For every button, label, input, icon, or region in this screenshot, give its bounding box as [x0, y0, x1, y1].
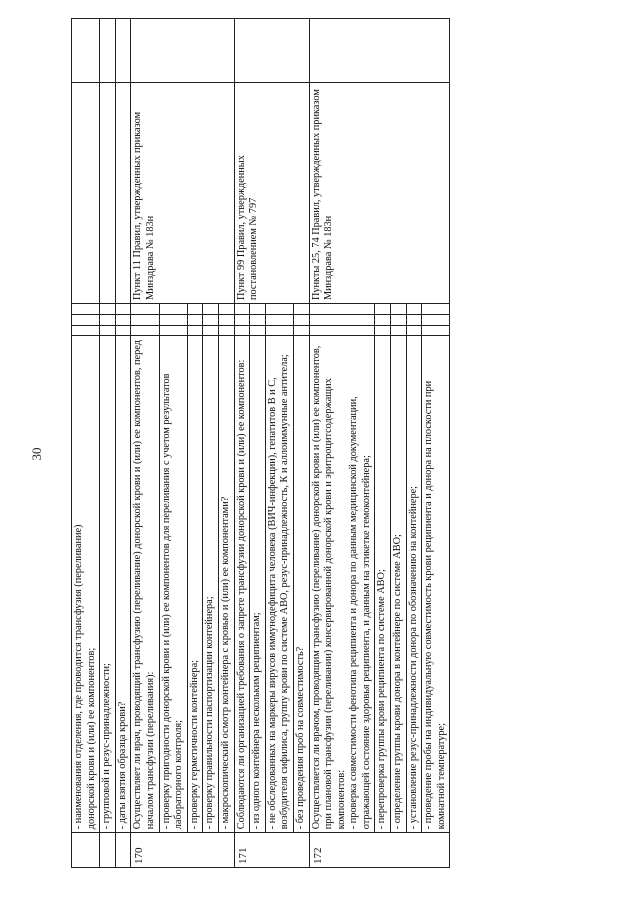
question-cell: - проверку герметичности контейнера; [187, 336, 203, 833]
question-cell: Соблюдаются ли организацией требования о запрете трансфузии донорской крови и (или) ее компонентов: [234, 336, 250, 833]
table-row [131, 19, 159, 868]
page-number: 30 [29, 447, 44, 461]
question-cell: - не обследованных на маркеры вирусов иммунодефицита человека (ВИЧ-инфекции), гепатитов В и С, возбудителя сифилиса, группу крови по системе АВО, резус-принадлежность, К и аллоиммунные антитела; [265, 336, 293, 833]
question-cell: - проверку пригодности донорской крови и (или) ее компонентов для переливания с учетом результатов лабораторного контроля; [159, 336, 187, 833]
row-number: 171 [234, 833, 309, 868]
question-cell: - проверку правильности паспортизации контейнера; [203, 336, 219, 833]
reference-cell: Пункты 25, 74 Правил, утвержденных приказом Минздрава № 183н [309, 82, 450, 304]
question-cell: - макроскопический осмотр контейнера с кровью и (или) ее компонентами? [218, 336, 234, 833]
question-cell: - установление резус-принадлежности донора по обозначению на контейнере; [406, 336, 422, 833]
question-cell: Осуществляется ли врачом, проводящим трансфузию (переливание) донорской крови и (или) ее компонентов, при плановой трансфузии (переливании) консервированной донорской крови и эритроцитсодержащих компонентов: - проверка совместимости фенотипа реципиента и донора по данным медицинской документации, отражающей состояние здоровья реципиента, и данным на этикетке гемоконтейнера; [309, 336, 375, 833]
question-cell: - перепроверка группы крови реципиента по системе АВО; [375, 336, 391, 833]
question-cell: - даты взятия образца крови? [115, 336, 131, 833]
checklist-sheet [71, 18, 563, 868]
question-cell: - проведение пробы на индивидуальную совместимость крови реципиента и донора на плоскости при комнатной температуре; [422, 336, 450, 833]
row-number: 172 [309, 833, 450, 868]
question-cell: - групповой и резус-принадлежности; [100, 336, 116, 833]
reference-cell: Пункт 11 Правил, утвержденных приказом Минздрава № 183н [131, 82, 234, 304]
table-row [72, 19, 100, 868]
reference-cell: Пункт 99 Правил, утвержденных постановлением № 797 [234, 82, 309, 304]
question-cell: - наименования отделения, где проводится трансфузия (переливание) донорской крови и (или) ее компонентов; [72, 336, 100, 833]
table-row [309, 19, 375, 868]
row-number: 170 [131, 833, 234, 868]
question-cell: - без проведения проб на совместимость? [293, 336, 309, 833]
question-cell: - из одного контейнера нескольким реципиентам; [250, 336, 266, 833]
table-row [100, 19, 116, 868]
question-cell: - определение группы крови донора в контейнере по системе АВО; [391, 336, 407, 833]
checklist-table [71, 18, 450, 868]
table-row [115, 19, 131, 868]
table-row [234, 19, 250, 868]
question-cell: Осуществляет ли врач, проводящий трансфузию (переливание) донорской крови и (или) ее компонентов, перед началом трансфузии (переливания): [131, 336, 159, 833]
